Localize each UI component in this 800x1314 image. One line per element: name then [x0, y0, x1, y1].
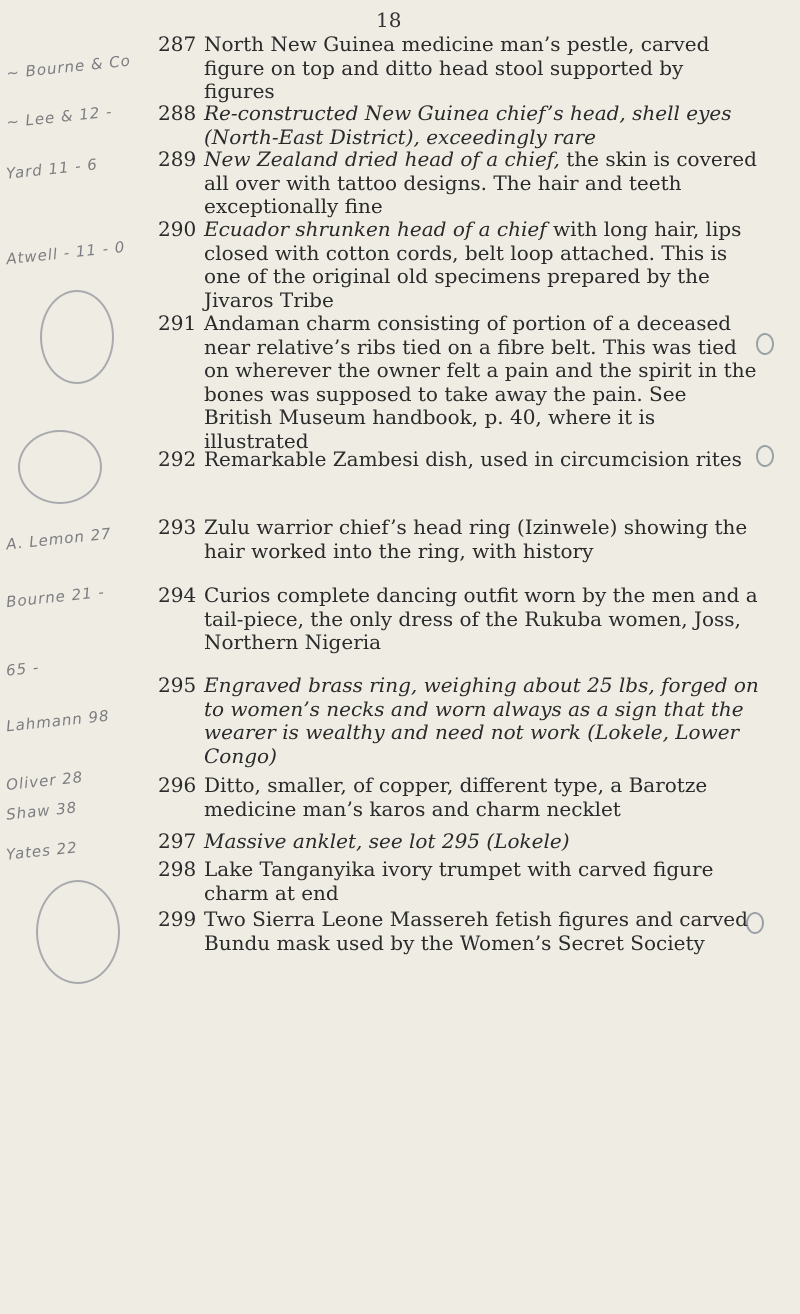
lot-293 [158, 515, 760, 563]
lot-number: 296 [158, 773, 197, 797]
lot-289 [158, 147, 760, 219]
lot-description [200, 218, 760, 312]
lot-number: 293 [158, 515, 197, 539]
lot-rest: with long hair, lips closed with cotton cords, belt loop attached. This is one of the original old specimens prepared by the Jivaros Tribe [204, 217, 742, 312]
lot-number: 289 [158, 147, 197, 171]
margin-note-293: A. Lemon 27 [5, 524, 113, 554]
lot-294 [158, 583, 760, 655]
lot-number: 291 [158, 311, 197, 335]
lot-297 [158, 829, 760, 854]
lot-number: 288 [158, 101, 197, 125]
lot-description: Engraved brass ring, weighing about 25 lbs, forged on to women’s necks and worn always as a sign that the wearer is wealthy and need not work (Lokele, Lower Congo) [204, 673, 759, 768]
lot-description [200, 148, 760, 219]
margin-note-295b: Lahmann 98 [5, 706, 111, 736]
margin-note-289: Yard 11 - 6 [5, 155, 99, 183]
margin-note-294: Bourne 21 - [5, 582, 106, 612]
lot-292 [158, 447, 760, 472]
lot-290 [158, 217, 760, 312]
page-number: 18 [376, 8, 402, 32]
lot-number: 295 [158, 673, 197, 697]
margin-note-298: Yates 22 [5, 838, 79, 864]
lot-description: Ditto, smaller, of copper, different type, a Barotze medicine man’s karos and charm necklet [204, 773, 708, 821]
lot-299 [158, 907, 760, 955]
lot-description: Zulu warrior chief’s head ring (Izinwele) showing the hair worked into the ring, with history [204, 515, 748, 563]
lot-description: Andaman charm consisting of portion of a deceased near relative’s ribs tied on a fibre belt. This was tied on wherever the owner felt a pain and the spirit in the bones was supposed to take away the pain. See British Museum handbook, p. 40, where it is illustrated [204, 311, 757, 453]
lot-288 [158, 101, 760, 149]
lot-291 [158, 311, 760, 453]
lot-number: 298 [158, 857, 197, 881]
margin-note-296: Oliver 28 [5, 768, 85, 794]
lot-description: Curios complete dancing outfit worn by the men and a tail-piece, the only dress of the Rukuba women, Joss, Northern Nigeria [204, 583, 758, 654]
lot-description: Lake Tanganyika ivory trumpet with carved figure charm at end [204, 857, 714, 905]
lot-number: 299 [158, 907, 197, 931]
lot-description: Two Sierra Leone Massereh fetish figures and carved Bundu mask used by the Women’s Secret Society [204, 907, 748, 955]
lot-number: 290 [158, 217, 197, 241]
lot-description: Remarkable Zambesi dish, used in circumcision rites [204, 447, 742, 471]
margin-note-290: Atwell - 11 - 0 [5, 237, 127, 269]
lot-lead: Ecuador shrunken head of a chief [204, 217, 547, 241]
lot-description: Re-constructed New Guinea chief’s head, shell eyes (North-East District), exceedingly rare [204, 101, 732, 149]
lot-number: 287 [158, 32, 197, 56]
lot-description: North New Guinea medicine man’s pestle, carved figure on top and ditto head stool supported by figures [204, 32, 710, 103]
margin-note-295: 65 - [5, 658, 41, 680]
lot-295 [158, 673, 760, 768]
lot-number: 297 [158, 829, 197, 853]
margin-note-297: Shaw 38 [5, 798, 79, 824]
lot-298 [158, 857, 760, 905]
lot-number: 294 [158, 583, 197, 607]
lot-lead: New Zealand dried head of a chief, [204, 147, 560, 171]
margin-note-288: ~ Lee & 12 - [5, 102, 114, 132]
lot-description: Massive anklet, see lot 295 (Lokele) [204, 829, 570, 853]
margin-circle-292 [18, 430, 102, 504]
lot-rest: the skin is covered all over with tattoo designs. The hair and teeth exceptionally fine [204, 147, 757, 218]
lot-number: 292 [158, 447, 197, 471]
margin-note-287: ~ Bourne & Co [5, 51, 132, 83]
margin-circle-291 [40, 290, 114, 384]
lot-287 [158, 32, 760, 104]
margin-circle-299 [36, 880, 120, 984]
lot-296 [158, 773, 760, 821]
